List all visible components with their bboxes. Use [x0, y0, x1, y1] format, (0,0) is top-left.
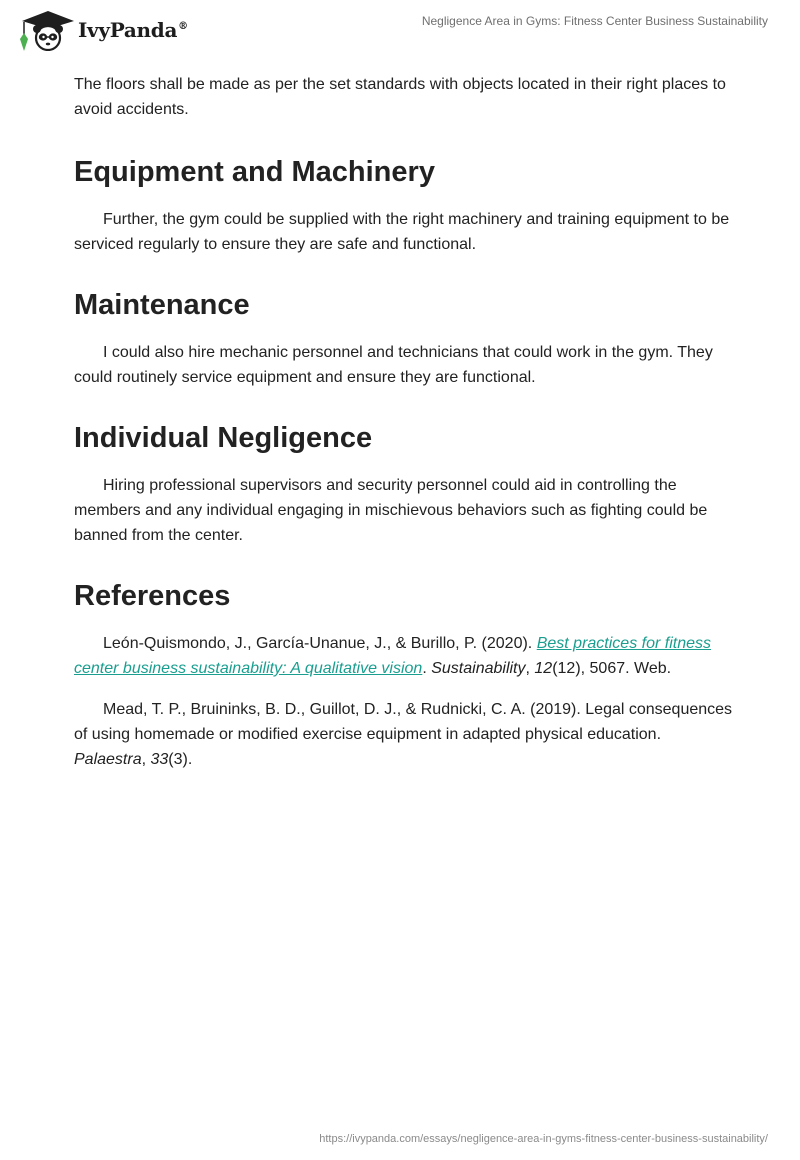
reference-volume: 12 [534, 660, 553, 677]
paragraph-equipment-machinery: Further, the gym could be supplied with the right machinery and training equipment to be serviced regularly to ensure they are safe and functional. [74, 211, 730, 253]
paragraph-maintenance: I could also hire mechanic personnel and technicians that could work in the gym. They could routinely service equipment and ensure they are functional. [74, 344, 713, 386]
intro-paragraph: The floors shall be made as per the set standards with objects located in their right places to avoid accidents. [74, 76, 726, 118]
page-header [0, 0, 800, 62]
essay-content [74, 72, 734, 772]
paragraph-individual-negligence: Hiring professional supervisors and security personnel could aid in controlling the members and any individual engaging in mischievous behaviors such as fighting could be banned from the center. [74, 477, 708, 544]
reference-link[interactable]: Best practices for fitness center business sustainability: A qualitative vision [74, 635, 711, 677]
reference-authors: Mead, T. P., Bruininks, B. D., Guillot, D. J., & Rudnicki, C. A. (2019). Legal consequences of using homemade or modified exercise equipment in adapted physical education. [74, 701, 733, 743]
reference-rest: (3). [168, 751, 193, 768]
reference-authors: León-Quismondo, J., García-Unanue, J., & Burillo, P. (2020). [103, 635, 537, 652]
document-title: Negligence Area in Gyms: Fitness Center Business Sustainability [421, 14, 768, 28]
reference-separator: . [422, 660, 432, 677]
heading-references: References [74, 580, 231, 612]
reference-comma: , [141, 751, 151, 768]
reference-comma: , [525, 660, 535, 677]
reference-item [74, 631, 734, 681]
logo-wordmark [78, 18, 188, 42]
reference-rest: (12), 5067. Web. [552, 660, 672, 677]
heading-maintenance: Maintenance [74, 289, 250, 321]
reference-journal: Sustainability [431, 660, 526, 677]
heading-individual-negligence: Individual Negligence [74, 422, 373, 454]
registered-mark: ® [178, 21, 188, 33]
reference-volume: 33 [150, 751, 169, 768]
reference-journal: Palaestra [74, 751, 142, 768]
reference-item [74, 697, 734, 772]
panda-graduate-icon [14, 9, 76, 51]
footer-url[interactable]: https://ivypanda.com/essays/negligence-area-in-gyms-fitness-center-business-sustainability/ [319, 1133, 768, 1145]
ivypanda-logo[interactable] [14, 9, 204, 53]
logo-text: IvyPanda [78, 18, 178, 42]
heading-equipment-machinery: Equipment and Machinery [74, 156, 435, 188]
